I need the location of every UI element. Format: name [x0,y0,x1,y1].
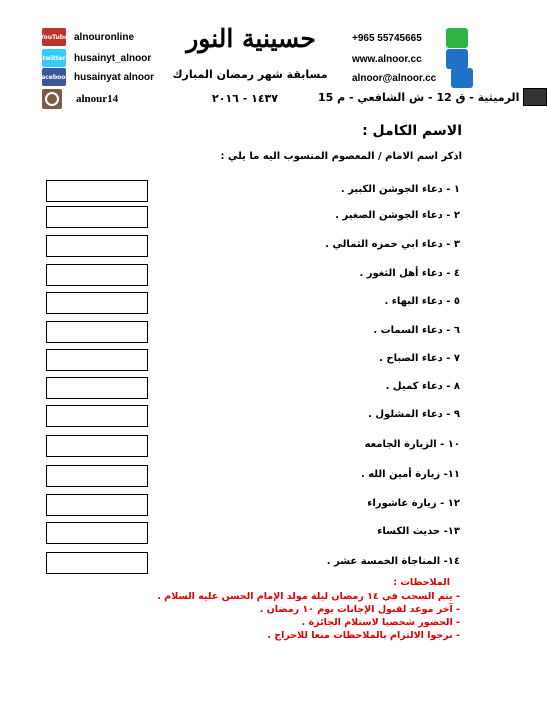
answer-box[interactable] [46,349,148,371]
instruction-text: اذكر اسم الامام / المعصوم المنسوب اليه ما يلي : [220,151,462,162]
facebook-handle: husainyat alnoor [74,71,155,83]
question-text: ١٤- المناجاة الخمسة عشر . [326,556,460,567]
answer-box[interactable] [46,465,148,487]
question-row [0,206,500,228]
question-row [0,522,500,544]
answer-box[interactable] [46,264,148,286]
instagram-handle: alnour14 [76,93,119,105]
youtube-row [39,28,134,46]
answer-box[interactable] [46,180,148,202]
facebook-row [38,68,155,86]
note-item: - الحضور شخصيا لاستلام الجائزة . [301,617,460,628]
answer-box[interactable] [46,235,148,257]
instagram-row [42,89,118,109]
question-row [0,465,500,487]
question-text: ٨ - دعاء كميل . [385,381,460,392]
answer-box[interactable] [46,435,148,457]
question-text: ٥ - دعاء البهاء . [384,296,460,307]
answer-box[interactable] [46,522,148,544]
notes-title: الملاحظات : [393,577,450,588]
header [0,0,520,118]
question-text: ٣ - دعاء ابي حمزه الثمالي . [325,239,460,250]
notes-section [157,577,460,642]
building-icon [523,88,547,106]
question-text: ٦ - دعاء السمات . [373,325,460,336]
answer-box[interactable] [46,494,148,516]
full-name-label: الاسم الكامل : [362,123,462,139]
answer-box[interactable] [46,405,148,427]
whatsapp-icon[interactable] [446,28,468,48]
note-item: - نرجوا الالتزام بالملاحظات منعا للاحراج . [267,630,460,641]
youtube-icon[interactable]: YouTube [42,28,66,46]
answer-box[interactable] [46,552,148,574]
website-row [352,49,468,69]
address-row [318,88,547,106]
question-row [0,405,500,427]
email-icon[interactable] [451,68,473,88]
question-row [0,235,500,257]
page-title: حسينية النور [186,24,316,53]
question-text: ١١- زيارة أمين الله . [360,469,460,480]
question-text: ٤ - دعاء أهل الثغور . [359,268,460,279]
note-item: - يتم السحب في ١٤ رمضان ليلة مولد الإمام الحسن عليه السلام . [157,591,460,602]
question-row [0,494,500,516]
question-row [0,180,500,202]
question-row [0,264,500,286]
question-text: ١ - دعاء الجوشن الكبير . [340,184,460,195]
competition-subtitle: مسابقة شهر رمضان المبارك [172,68,328,81]
question-row [0,292,500,314]
question-text: ٢ - دعاء الجوشن الصغير . [335,210,460,221]
question-row [0,321,500,343]
twitter-row [42,49,151,67]
question-row [0,377,500,399]
phone-number: +965 55745665 [352,32,422,44]
year-label: ١٤٣٧ - ٢٠١٦ [212,92,278,105]
question-text: ١٢ - زيارة عاشوراء [367,498,460,509]
question-row [0,552,500,574]
question-text: ٧ - دعاء الصباح . [379,353,460,364]
twitter-handle: husainyt_alnoor [74,52,152,64]
email-link[interactable]: alnoor@alnoor.cc [352,72,437,84]
twitter-icon[interactable]: twitter [42,49,66,67]
question-row [0,349,500,371]
question-text: ١٣- حديث الكساء [377,526,460,537]
answer-box[interactable] [46,292,148,314]
question-text: ١٠ - الزيارة الجامعه [364,439,460,450]
question-row [0,435,500,457]
youtube-handle: alnouronline [74,31,134,43]
answer-box[interactable] [46,321,148,343]
instagram-icon[interactable] [42,89,62,109]
note-item: - آخر موعد لقبول الإجابات يوم ١٠ رمضان . [259,604,460,615]
internet-explorer-icon[interactable] [446,49,468,69]
question-text: ٩ - دعاء المشلول . [368,409,460,420]
answer-box[interactable] [46,377,148,399]
facebook-icon[interactable]: facebook [42,68,66,86]
website-link[interactable]: www.alnoor.cc [352,53,422,65]
email-row [352,68,473,88]
address-text: الرميثية - ق 12 - ش الشافعي - م 15 [318,90,520,104]
answer-box[interactable] [46,206,148,228]
whatsapp-row [352,28,468,48]
